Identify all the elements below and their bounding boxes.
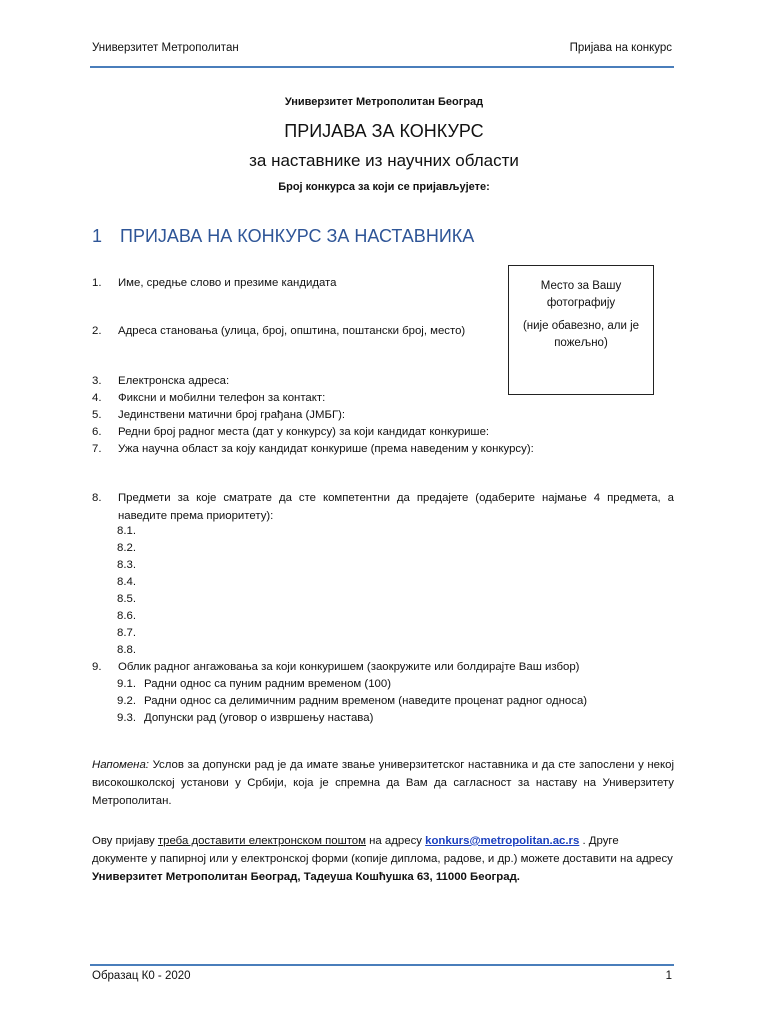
item-number: 6. xyxy=(92,426,102,438)
option-number: 9.3. xyxy=(117,712,136,724)
item-label: Фиксни и мобилни телефон за контакт: xyxy=(118,392,326,404)
header-university: Универзитет Метрополитан xyxy=(92,42,239,54)
item-number: 5. xyxy=(92,409,102,421)
item-label: Име, средње слово и презиме кандидата xyxy=(118,277,337,289)
option-label: Радни однос са пуним радним временом (100) xyxy=(144,678,392,690)
item-label: Ужа научна област за коју кандидат конкурише (према наведеним у конкурсу): xyxy=(118,443,534,455)
page-number: 1 xyxy=(665,970,672,982)
note-label: Напомена: xyxy=(92,759,149,771)
university-name: Универзитет Метрополитан Београд xyxy=(284,96,484,108)
email-link[interactable]: konkurs@metropolitan.ac.rs xyxy=(425,835,580,847)
form-item-name xyxy=(92,277,336,289)
submission-instructions xyxy=(92,832,674,886)
subject-slot: 8.3. xyxy=(117,559,136,571)
subject-slot: 8.5. xyxy=(117,593,136,605)
instructions-underlined: треба доставити електронском поштом xyxy=(157,835,366,847)
section-heading xyxy=(92,226,474,247)
note-paragraph xyxy=(92,756,674,810)
photo-box-label: Место за Вашу фотографију xyxy=(540,280,622,309)
item-number: 8. xyxy=(92,492,102,504)
item-number: 3. xyxy=(92,375,102,387)
postal-address: Универзитет Метрополитан Београд, Тадеуша Кошћушка 63, 11000 Београд. xyxy=(92,871,520,883)
footer-divider xyxy=(90,964,674,966)
item-number: 9. xyxy=(92,661,102,673)
document-subtitle: за наставнике из научних области xyxy=(249,151,519,170)
form-item-jmbg xyxy=(92,409,345,421)
subject-slot: 8.4. xyxy=(117,576,136,588)
contest-number-label: Број конкурса за који се пријављујете: xyxy=(278,181,490,193)
section-number: 1 xyxy=(92,226,103,246)
item-number: 1. xyxy=(92,277,102,289)
item-label: Адреса становања (улица, број, општина, поштански број, место) xyxy=(118,325,466,337)
instructions-text: на адресу xyxy=(365,835,426,847)
form-code: Образац К0 - 2020 xyxy=(92,970,191,982)
engagement-option-full-time[interactable] xyxy=(117,678,391,690)
photo-placeholder-box xyxy=(508,265,654,395)
subject-slot: 8.1. xyxy=(117,525,136,537)
item-label: Редни број радног места (дат у конкурсу) за који кандидат конкурише: xyxy=(118,426,490,438)
header-document-type: Пријава на конкурс xyxy=(569,42,672,54)
option-number: 9.1. xyxy=(117,678,136,690)
form-item-address xyxy=(92,325,465,337)
header-divider xyxy=(90,66,674,68)
item-number: 2. xyxy=(92,325,102,337)
instructions-text: Ову пријаву xyxy=(92,835,158,847)
engagement-option-supplementary[interactable] xyxy=(117,712,373,724)
subject-slot: 8.6. xyxy=(117,610,136,622)
form-item-email xyxy=(92,375,229,387)
engagement-option-part-time[interactable] xyxy=(117,695,587,707)
item-number: 4. xyxy=(92,392,102,404)
item-label: Електронска адреса: xyxy=(118,375,230,387)
form-item-phone xyxy=(92,392,325,404)
instructions-text: . Друге документе у папирној или у електронској форми (копије диплома, радове, и др.) можете доставити на адресу xyxy=(92,835,673,865)
item-label: Предмети за које сматрате да сте компетентни да предајете (одаберите најмање 4 предмета, а наведите према приоритету): xyxy=(118,492,674,522)
form-item-subjects xyxy=(92,489,674,525)
item-label: Облик радног ангажовања за који конкуришем (заокружите или болдирајте Ваш избор) xyxy=(118,661,580,673)
document-title: ПРИЈАВА ЗА КОНКУРС xyxy=(284,121,484,141)
item-label: Јединствени матични број грађана (ЈМБГ): xyxy=(118,409,346,421)
item-number: 7. xyxy=(92,443,102,455)
section-title: ПРИЈАВА НА КОНКУРС ЗА НАСТАВНИКА xyxy=(120,226,475,246)
option-label: Радни однос са делимичним радним временом (наведите проценат радног односа) xyxy=(144,695,588,707)
subject-slot: 8.2. xyxy=(117,542,136,554)
photo-box-note: (није обавезно, али је пожељно) xyxy=(522,320,640,349)
option-label: Допунски рад (уговор о извршењу настава) xyxy=(144,712,374,724)
form-item-position xyxy=(92,426,489,438)
option-number: 9.2. xyxy=(117,695,136,707)
form-item-engagement xyxy=(92,661,579,673)
form-item-field xyxy=(92,443,534,455)
note-text: Услов за допунски рад је да имате звање универзитетског наставника и да сте запослени у некој високошколској установи у Србији, која је спремна да Вам да сагласност за наставу на Универзитету Метрополитан. xyxy=(92,759,674,807)
subject-slot: 8.7. xyxy=(117,627,136,639)
subject-slot: 8.8. xyxy=(117,644,136,656)
